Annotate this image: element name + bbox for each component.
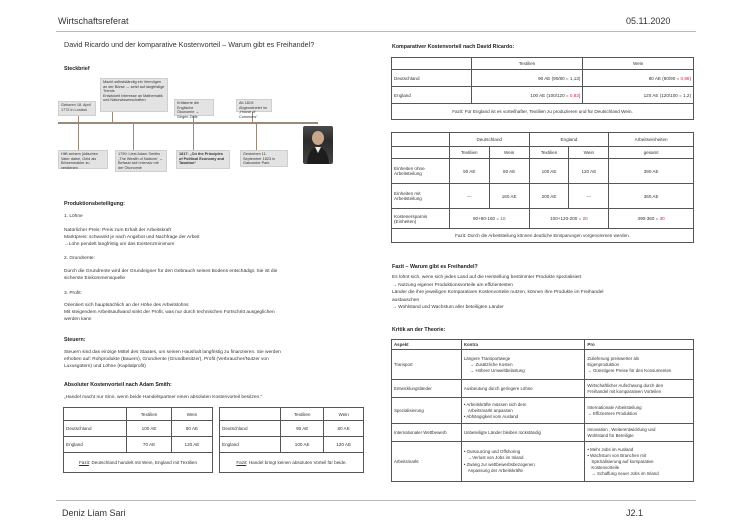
timeline-box-commons: Ab 1819: Abgeordneter im „House of Commons“: [236, 99, 272, 112]
portrait-image: [303, 126, 333, 164]
arbeitsteilung-table: Deutschland England Arbeitseinheiten Textilien Wein Textilien Wein gesamt Einheiten ohne Arbeitsteilung 90 AE 80 AE 100 AE 120 AE 390 AE Einheiten mit Arbeitsteilung --- 160 AE 200 AE --- 360 AE Kostenersparnis (Einheiten) 90+80-160 = 10 100+120-200 = 20 390-360 = 30 Fazit: Durch die Arbeitsteilung können deutliche Einsparungen vorgenommen werden.: [391, 132, 694, 243]
steckbrief-heading: Steckbrief: [64, 66, 90, 72]
prod-heading: Produktionsbeteiligung:: [64, 201, 125, 207]
steuern-heading: Steuern:: [64, 337, 86, 343]
smith-quote: „Handel macht nur Sinn, wenn beide Handelspartner einen absoluten Kostenvorteil besitzen.“: [64, 395, 263, 400]
prod1-title: 1. Löhne: [64, 214, 83, 219]
kritik-table: Aspekt Kontra Pro Transport Längere Transportwege → Zusätzliche Kosten → Höhere Umweltbelastung Zulieferung preiswerter als Eigenproduktion → Günstigere Preise für den Konsumenten Entwicklungsländer Ausbeutung durch geringere Löhne Wirtschaftlicher Aufschwung durch den Freihandel mit komparativen Vorteilen Spezialisierung • Arbeitskräfte müssen sich dem Arbeitsmarkt anpassen • Abhängigkeit vom Ausland Internationale Arbeitsteilung → Effizientere Produktion Internationaler Wettbewerb Unbeteiligte Länder bleiben rückständig Innovation , Weiterentwicklung und Wohlstand für Beteiligte Arbeitsmarkt • Outsourcing und Offshoring →Verlust von Jobs im Inland • Zwang zur wettbewerbsbezogenen Anpassung der Arbeitskräfte • Mehr Jobs im Ausland • Wachstum von Branchen mit Spezialisierung auf komparative Kostenvorteile → Schaffung neuer Jobs im Inland: [391, 339, 694, 482]
ricardo-table: Textilien Wein Deutschland 90 AE (90/80 = 1,13) 80 AE (80/90 = 0,88) England 100 AE (100/120 = 0,83) 120 AE (120/100 = 1,2) Fazit: Für England ist es vorteilhafter, Textilien zu produzieren und für Deutschland Wein.: [391, 57, 694, 120]
timeline-box-boerse: Macht selbstständig ein Vermögen an der Börse → setzt auf langfristige Trends Entwickelt Interesse an Mathematik und Naturwissenschaften: [100, 78, 168, 112]
footer-author: Deniz Liam Sari: [62, 508, 126, 518]
timeline-box-principles: 1817: „On the Principles of Political Economy and Taxation“: [176, 150, 230, 169]
smith-table-1: Textilien Wein Deutschland 100 AE 80 AE England 70 AE 120 AE Fazit: Deutschland handelt mit Wein, England mit Textilien: [63, 407, 213, 473]
header-title: Wirtschaftsreferat: [58, 16, 129, 26]
footer-class: J2.1: [626, 508, 644, 518]
header-rule: [56, 31, 696, 32]
fazit-heading: Fazit – Warum gibt es Freihandel?: [392, 264, 478, 270]
page-title: David Ricardo und der komparative Kostenvorteil – Warum gibt es Freihandel?: [64, 40, 315, 49]
kritik-heading: Kritik an der Theorie:: [392, 327, 446, 333]
prod2-title: 2. Grundrente:: [64, 256, 95, 261]
timeline-box-birth: Geboren 18. April 1772 in London: [58, 101, 96, 116]
timeline-box-kritik: Kritisierte die Englische Ökonomie → Gegen Zölle: [174, 99, 214, 116]
header-date: 05.11.2020: [626, 16, 671, 26]
steuern-text: Steuern sind das einzige Mittel des Staates, um seinen Haushalt langfristig zu finanzieren. Sie werden erhoben auf: Rohprodukte (Bauern), Grundrente (Grundbesitzer), Profit (Verbraucher/Nutzer von Luxusgütern) und Löhne (Kapitalprofit): [64, 350, 281, 369]
prod3-text: Orientiert sich hauptsächlich an der Höhe des Arbeitslohns Mit steigendem Arbeitsaufwand sinkt der Profit, was nur durch technischen Fortschritt ausgeglichen werden kann: [64, 303, 275, 322]
smith-table-2: Textilien Wein Deutschland 90 AE 80 AE England 100 AE 120 AE Fazit: Handel bringt keinen absoluten Vorteil für beide.: [219, 407, 364, 473]
prod2-text: Durch die Grundrente wird der Grundeigner für den Gebrauch seines Bodens entschädigt. Sie ist die sicherste Einkommensquelle: [64, 269, 278, 281]
timeline-box-smith: 1799: Liest Adam Smiths „The Wealth of Nations“ → Befasst sich intensiv mit der Ökonomie: [115, 150, 167, 172]
prod3-title: 3. Profit:: [64, 291, 82, 296]
smith-heading: Absoluter Kostenvorteil nach Adam Smith:: [64, 382, 172, 388]
ricardo-heading: Komparativer Kostenvorteil nach David Ricardo:: [392, 44, 515, 50]
timeline-box-death: Gestorben 11. September 1823 in Gatcombe Park: [240, 150, 288, 167]
timeline-axis: [58, 122, 318, 124]
prod1-text: Natürlicher Preis: Preis zum Erhalt der Arbeitskraft Marktpreis: schwankt je nach Angebot und Nachfrage der Arbeit →Lohn pendelt langfristig um das Existenzminimum: [64, 228, 200, 247]
fazit-text: Es lohnt sich, wenn sich jedes Land auf die Herstellung bestimmter Produkte spezialisiert → Nutzung eigener Produktionsvorteile am effizientesten Länder die ihre jeweiligen Komparativen Kostenvorteile nutzen, können ihre Produkte im Freihandel austauschen → Wohlstand und Wachstum aller beteiligten Länder: [392, 275, 604, 311]
footer-rule: [56, 500, 696, 501]
timeline-box-vater: Hilft seinem jüdischen Vater dabei, Geld als Börsenmakler zu verdienen: [58, 150, 108, 169]
